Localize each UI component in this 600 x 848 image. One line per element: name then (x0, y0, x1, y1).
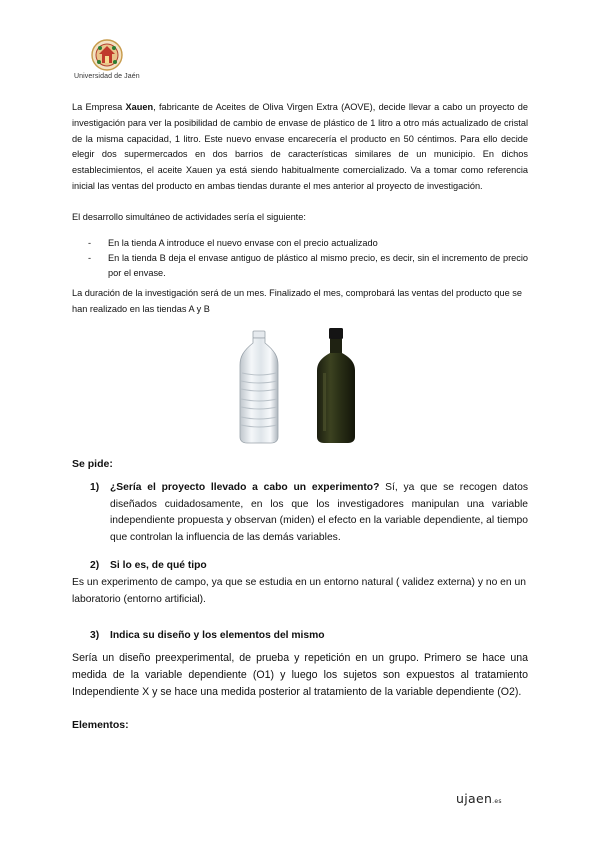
question-number: 2) (90, 560, 100, 571)
list-item-text: En la tienda A introduce el nuevo envase con el precio actualizado (108, 238, 378, 248)
question-1 (90, 480, 528, 546)
footer-logo-main: ujaen (456, 791, 493, 806)
dash-bullet-icon: - (88, 253, 92, 263)
answer-2: Es un experimento de campo, ya que se estudia en un entorno natural ( validez externa) y no en un laboratorio (entorno artificial). (72, 577, 526, 605)
university-logo (74, 38, 138, 80)
question-2 (90, 558, 207, 575)
brand-name: Xauen (125, 102, 154, 112)
answer-3: Sería un diseño preexperimental, de prueba y repetición en un grupo. Primero se hace una medida de la variable dependiente (O1) y luego los sujetos son expuestos al tratamiento Independiente X y se hace una medida posterior al tratamiento de la variable dependiente (O2). (72, 652, 528, 699)
university-seal-icon (90, 38, 124, 72)
intro-lead: La Empresa (72, 102, 126, 112)
question-title: ¿Sería el proyecto llevado a cabo un experimento? (110, 482, 380, 493)
dash-bullet-icon: - (88, 238, 92, 248)
question-answer: Sí, ya que se recogen datos diseñados cuidadosamente, en los que los investigadores manipulan una variable independiente propuesta y observan (miden) el efecto en la variable dependiente, al tiempo que controlan la influencia de las demás variables. (110, 482, 528, 543)
question-title: Indica su diseño y los elementos del mismo (110, 630, 325, 641)
logo-caption: Universidad de Jaén (74, 73, 140, 80)
list-item (88, 251, 528, 281)
glass-bottle-image (305, 327, 367, 444)
development-title: El desarrollo simultáneo de actividades sería el siguiente: (72, 212, 306, 222)
ujaen-footer-logo (456, 791, 502, 806)
elementos-heading: Elementos: (72, 719, 129, 731)
intro-rest: , fabricante de Aceites de Oliva Virgen Extra (AOVE), decide llevar a cabo un proyecto de investigación para ver la posibilidad de cambio de envase de plástico de 1 litro a otro más actualizado de cristal de la misma capacidad, 1 litro. Este nuevo envase encarecería el producto en 50 céntimos. Para ello decide elegir dos supermercados en dos barrios de características similares de un municipio. En dichos establecimientos, el aceite Xauen ya está siendo habitualmente comercializado. Va a tomar como referencia inicial las ventas del producto en ambas tiendas durante el mes anterior al proyecto de investigación. (72, 102, 528, 191)
list-item-text: En la tienda B deja el envase antiguo de plástico al mismo precio, es decir, sin el incremento de precio por el envase. (108, 253, 528, 278)
footer-logo-tld: .es (492, 798, 502, 805)
question-number: 3) (90, 630, 100, 641)
list-item (88, 236, 528, 251)
question-title: Si lo es, de qué tipo (110, 560, 207, 571)
duration-paragraph: La duración de la investigación será de un mes. Finalizado el mes, comprobará las ventas del producto que se han realizado en las tiendas A y B (72, 288, 522, 314)
development-list (88, 236, 528, 281)
se-pide-heading: Se pide: (72, 458, 113, 470)
question-3 (90, 628, 325, 645)
question-number: 1) (90, 482, 100, 493)
intro-paragraph (72, 100, 528, 195)
plastic-bottle-image (231, 329, 287, 444)
